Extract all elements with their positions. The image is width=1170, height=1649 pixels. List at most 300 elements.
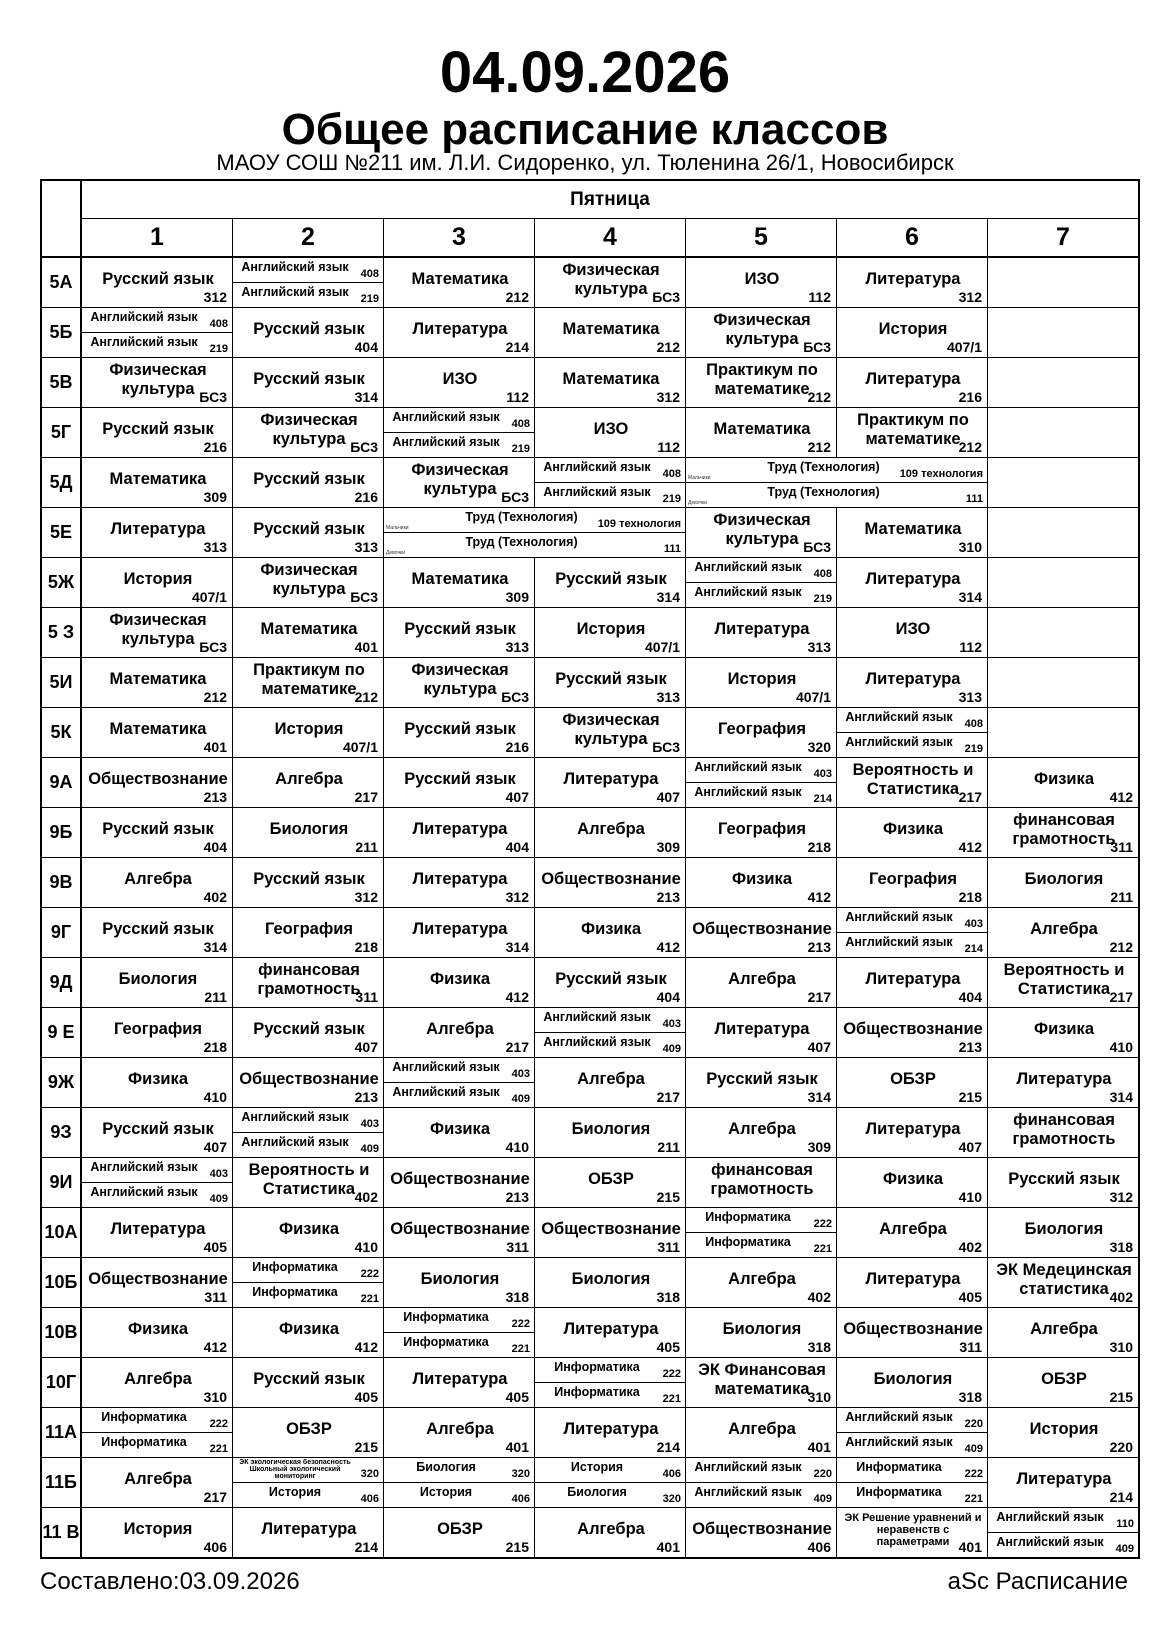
room-number: 314 — [807, 1089, 831, 1105]
lesson-cell — [837, 358, 988, 408]
room-number: 212 — [807, 439, 831, 455]
room-number: 403 — [813, 768, 832, 780]
lesson-cell — [686, 508, 837, 558]
group-lesson — [535, 1458, 685, 1483]
room-number: 313 — [807, 639, 831, 655]
subject-name: Биология — [873, 1370, 953, 1388]
subject-name: Математика — [411, 570, 509, 588]
subject-name: Литература — [714, 620, 810, 638]
class-row — [41, 658, 1139, 708]
lesson-content — [233, 1308, 383, 1357]
room-number: 211 — [204, 989, 227, 1005]
lesson-cell — [384, 458, 535, 508]
lesson-cell — [384, 1358, 535, 1408]
lesson-content — [535, 1158, 685, 1207]
lesson-cell — [233, 608, 384, 658]
room-number: 312 — [656, 389, 680, 405]
period-header: 6 — [837, 219, 988, 258]
room-number: 309 — [203, 489, 227, 505]
room-number: 221 — [511, 1343, 530, 1355]
subject-name: Труд (Технология) — [767, 485, 880, 499]
class-name: 9Г — [41, 908, 81, 958]
lesson-content — [686, 908, 836, 957]
period-header: 5 — [686, 219, 837, 258]
subject-name: Биология — [420, 1270, 500, 1288]
class-row — [41, 1358, 1139, 1408]
lesson-cell — [988, 508, 1140, 558]
subject-name: Русский язык — [102, 1120, 214, 1138]
group-lesson — [837, 1433, 987, 1457]
group-lesson — [686, 758, 836, 783]
lesson-content — [535, 708, 685, 757]
room-number: 410 — [203, 1089, 227, 1105]
room-number: 109 технология — [899, 468, 983, 480]
subject-name: Алгебра — [124, 1370, 192, 1388]
lesson-content — [233, 308, 383, 357]
lesson-cell — [686, 708, 837, 758]
lesson-content — [988, 358, 1138, 407]
lesson-content — [233, 658, 383, 707]
group-lesson — [837, 1458, 987, 1483]
room-number: 217 — [505, 1039, 529, 1055]
lesson-content — [988, 458, 1138, 507]
subject-name: Алгебра — [426, 1020, 494, 1038]
lesson-cell — [384, 1508, 535, 1559]
lesson-cell — [988, 1308, 1140, 1358]
lesson-cell — [686, 1508, 837, 1559]
lesson-cell — [384, 1008, 535, 1058]
lesson-cell — [384, 508, 686, 558]
lesson-content — [82, 658, 232, 707]
class-row — [41, 257, 1139, 308]
subject-name: Обществознание — [239, 1070, 379, 1088]
class-row — [41, 708, 1139, 758]
subject-name: Обществознание — [88, 1270, 228, 1288]
lesson-cell — [988, 658, 1140, 708]
lesson-cell — [233, 458, 384, 508]
subject-name: Русский язык — [555, 570, 667, 588]
class-name: 5Е — [41, 508, 81, 558]
room-number: 213 — [203, 789, 227, 805]
lesson-cell — [837, 1158, 988, 1208]
room-number: 409 — [511, 1093, 530, 1105]
subject-name: Математика — [109, 670, 207, 688]
room-number: 311 — [657, 1239, 680, 1255]
room-number: 215 — [1109, 1389, 1133, 1405]
lesson-content — [233, 1458, 383, 1507]
lesson-content — [82, 1058, 232, 1107]
room-number: 412 — [505, 989, 529, 1005]
room-number: 219 — [360, 293, 379, 305]
room-number: 407/1 — [191, 589, 227, 605]
room-number: 405 — [656, 1339, 680, 1355]
group-lesson — [837, 708, 987, 733]
lesson-content — [535, 558, 685, 607]
room-number: 312 — [354, 889, 378, 905]
group-label: Мальчики — [386, 525, 409, 531]
subject-name: Физика — [580, 920, 641, 938]
lesson-cell — [233, 1358, 384, 1408]
room-number: 221 — [209, 1443, 228, 1455]
subject-name: Литература — [110, 1220, 206, 1238]
subject-name: Биология — [567, 1485, 627, 1499]
class-name: 5И — [41, 658, 81, 708]
lesson-content — [686, 708, 836, 757]
subject-name: Обществознание — [692, 1520, 832, 1538]
subject-name: Информатика — [101, 1410, 187, 1424]
lesson-cell — [535, 1358, 686, 1408]
subject-name: Вероятность и Статистика — [248, 1160, 370, 1198]
lesson-cell — [686, 908, 837, 958]
subject-name: Английский язык — [694, 585, 802, 599]
subject-name: Английский язык — [694, 1485, 802, 1499]
lesson-content — [384, 658, 534, 707]
subject-name: Русский язык — [102, 820, 214, 838]
lesson-cell — [988, 708, 1140, 758]
room-number: 112 — [959, 639, 982, 655]
lesson-content — [837, 358, 987, 407]
lesson-cell — [233, 308, 384, 358]
lesson-cell — [988, 1008, 1140, 1058]
subject-name: История — [123, 1520, 193, 1538]
subject-name: Английский язык — [543, 1035, 651, 1049]
subject-name: Физика — [278, 1220, 339, 1238]
room-number: 412 — [1109, 789, 1133, 805]
lesson-cell — [535, 1058, 686, 1108]
subject-name: Литература — [261, 1520, 357, 1538]
lesson-content — [82, 1258, 232, 1307]
subject-name: Физическая культура — [260, 560, 358, 598]
room-number: 407 — [807, 1039, 831, 1055]
lesson-cell — [535, 858, 686, 908]
room-number: 312 — [203, 289, 227, 305]
room-number: 112 — [657, 439, 680, 455]
subject-name: Обществознание — [843, 1320, 983, 1338]
subject-name: История — [878, 320, 948, 338]
lesson-content — [82, 1358, 232, 1407]
subject-name: ЭК Финансовая математика — [698, 1360, 826, 1398]
subject-name: Английский язык — [996, 1510, 1104, 1524]
lesson-content — [686, 508, 836, 557]
lesson-cell — [535, 358, 686, 408]
lesson-content — [82, 1458, 232, 1507]
class-row — [41, 958, 1139, 1008]
lesson-content — [535, 808, 685, 857]
group-lesson — [686, 1233, 836, 1257]
group-lesson — [233, 258, 383, 283]
subject-name: Алгебра — [1030, 1320, 1098, 1338]
subject-name: Английский язык — [845, 910, 953, 924]
subject-name: Литература — [1016, 1470, 1112, 1488]
subject-name: ИЗО — [744, 270, 780, 288]
lesson-content — [686, 858, 836, 907]
lesson-content — [82, 1408, 232, 1457]
lesson-content — [837, 1108, 987, 1157]
room-number: 409 — [964, 1443, 983, 1455]
room-number: 404 — [203, 839, 227, 855]
lesson-cell — [233, 808, 384, 858]
room-number: 310 — [1109, 1339, 1133, 1355]
room-number: 403 — [360, 1118, 379, 1130]
room-number: 407 — [505, 789, 529, 805]
group-lesson — [233, 1108, 383, 1133]
subject-name: Литература — [714, 1020, 810, 1038]
lesson-cell — [837, 257, 988, 308]
room-number: 314 — [354, 389, 378, 405]
room-number: 219 — [209, 343, 228, 355]
class-row — [41, 508, 1139, 558]
class-name: 5Д — [41, 458, 81, 508]
lesson-cell — [384, 1208, 535, 1258]
room-number: 311 — [506, 1239, 529, 1255]
subject-name: Русский язык — [253, 1370, 365, 1388]
lesson-cell — [988, 608, 1140, 658]
lesson-cell — [988, 257, 1140, 308]
room-number: 407 — [203, 1139, 227, 1155]
lesson-cell — [686, 1008, 837, 1058]
subject-name: Русский язык — [102, 270, 214, 288]
subject-name: Информатика — [554, 1360, 640, 1374]
subject-name: Русский язык — [1008, 1170, 1120, 1188]
subject-name: Литература — [865, 370, 961, 388]
room-number: 406 — [203, 1539, 227, 1555]
class-row — [41, 408, 1139, 458]
lesson-cell — [535, 458, 686, 508]
room-number: 320 — [807, 739, 831, 755]
subject-name: Информатика — [705, 1210, 791, 1224]
room-number: 401 — [958, 1539, 982, 1555]
lesson-content — [384, 458, 534, 507]
lesson-cell — [535, 708, 686, 758]
lesson-content — [686, 358, 836, 407]
lesson-content — [233, 1158, 383, 1207]
group-lesson — [686, 1483, 836, 1507]
group-lesson — [535, 483, 685, 507]
subject-name: Практикум по математике — [253, 660, 365, 698]
lesson-content — [837, 808, 987, 857]
room-number: 213 — [807, 939, 831, 955]
room-number: 402 — [203, 889, 227, 905]
subject-name: Английский язык — [694, 760, 802, 774]
group-lesson — [233, 1258, 383, 1283]
subject-name: Английский язык — [241, 1135, 349, 1149]
lesson-cell — [535, 958, 686, 1008]
lesson-cell — [81, 608, 233, 658]
class-row — [41, 558, 1139, 608]
lesson-content — [82, 1108, 232, 1157]
subject-name: Информатика — [252, 1260, 338, 1274]
room-number: 410 — [505, 1139, 529, 1155]
class-row — [41, 308, 1139, 358]
group-label: Мальчики — [688, 475, 711, 481]
lesson-cell — [988, 558, 1140, 608]
subject-name: ОБЗР — [890, 1070, 936, 1088]
lesson-cell — [233, 257, 384, 308]
class-row — [41, 1458, 1139, 1508]
lesson-cell — [535, 1308, 686, 1358]
lesson-cell — [384, 408, 535, 458]
subject-name: Русский язык — [555, 670, 667, 688]
class-row — [41, 1408, 1139, 1458]
lesson-cell — [837, 608, 988, 658]
group-label: Девочки — [688, 500, 708, 506]
subject-name: Физическая культура — [411, 460, 509, 498]
lesson-cell — [384, 658, 535, 708]
lesson-content — [837, 1408, 987, 1457]
room-number: 407/1 — [644, 639, 680, 655]
subject-name: Литература — [865, 270, 961, 288]
lesson-cell — [233, 1408, 384, 1458]
lesson-content — [988, 808, 1138, 857]
room-number: 313 — [656, 689, 680, 705]
lesson-cell — [535, 658, 686, 708]
lesson-cell — [233, 1058, 384, 1108]
lesson-content — [233, 508, 383, 557]
subject-name: финансовая грамотность — [710, 1160, 814, 1198]
lesson-content — [988, 1258, 1138, 1307]
lesson-content — [535, 858, 685, 907]
subject-name: Вероятность и Статистика — [1003, 960, 1125, 998]
lesson-cell — [384, 958, 535, 1008]
lesson-content — [988, 1208, 1138, 1257]
lesson-content — [988, 758, 1138, 807]
lesson-cell — [988, 958, 1140, 1008]
lesson-content — [686, 308, 836, 357]
subject-name: Английский язык — [845, 1435, 953, 1449]
room-number: 407 — [958, 1139, 982, 1155]
room-number: БС3 — [350, 589, 378, 605]
group-lesson — [384, 508, 685, 533]
subject-name: Биология — [1024, 870, 1104, 888]
room-number: 111 — [663, 543, 681, 555]
subject-name: Физическая культура — [713, 510, 811, 548]
subject-name: Английский язык — [241, 260, 349, 274]
room-number: 211 — [657, 1139, 680, 1155]
subject-name: Алгебра — [728, 1420, 796, 1438]
group-lesson — [384, 1483, 534, 1507]
subject-name: Информатика — [403, 1335, 489, 1349]
subject-name: Информатика — [856, 1460, 942, 1474]
lesson-cell — [988, 758, 1140, 808]
subject-name: Литература — [865, 1270, 961, 1288]
lesson-content — [686, 1358, 836, 1407]
room-number: 222 — [360, 1268, 379, 1280]
room-number: 407 — [656, 789, 680, 805]
room-number: 403 — [511, 1068, 530, 1080]
subject-name: Физическая культура — [411, 660, 509, 698]
room-number: 407 — [354, 1039, 378, 1055]
subject-name: Английский язык — [996, 1535, 1104, 1549]
subject-name: Русский язык — [253, 520, 365, 538]
lesson-content — [233, 1008, 383, 1057]
room-number: 318 — [1109, 1239, 1133, 1255]
room-number: 401 — [505, 1439, 529, 1455]
lesson-cell — [686, 1208, 837, 1258]
lesson-cell — [686, 1458, 837, 1508]
subject-name: Информатика — [705, 1235, 791, 1249]
class-row — [41, 1008, 1139, 1058]
lesson-content — [988, 258, 1138, 307]
lesson-cell — [837, 858, 988, 908]
subject-name: Литература — [412, 870, 508, 888]
room-number: 404 — [354, 339, 378, 355]
room-number: 412 — [203, 1339, 227, 1355]
group-lesson — [686, 583, 836, 607]
group-lesson — [384, 1083, 534, 1107]
room-number: 314 — [656, 589, 680, 605]
subject-name: Английский язык — [845, 1410, 953, 1424]
lesson-content — [988, 408, 1138, 457]
room-number: 312 — [505, 889, 529, 905]
lesson-content — [384, 908, 534, 957]
subject-name: Литература — [412, 1370, 508, 1388]
room-number: 406 — [662, 1468, 681, 1480]
lesson-content — [535, 408, 685, 457]
lesson-cell — [81, 1408, 233, 1458]
subject-name: ИЗО — [593, 420, 629, 438]
subject-name: Информатика — [101, 1435, 187, 1449]
lesson-content — [233, 1208, 383, 1257]
lesson-cell — [837, 308, 988, 358]
subject-name: Английский язык — [90, 310, 198, 324]
lesson-content — [384, 1258, 534, 1307]
subject-name: Биология — [571, 1120, 651, 1138]
schedule-date: 04.09.2026 — [439, 40, 731, 105]
room-number: 312 — [958, 289, 982, 305]
lesson-content — [233, 1508, 383, 1557]
corner-cell — [41, 180, 81, 257]
room-number: 314 — [1109, 1089, 1133, 1105]
lesson-cell — [535, 1258, 686, 1308]
room-number: 412 — [354, 1339, 378, 1355]
room-number: 406 — [807, 1539, 831, 1555]
lesson-content — [384, 958, 534, 1007]
lesson-cell — [384, 608, 535, 658]
room-number: 212 — [1109, 939, 1133, 955]
lesson-content — [535, 1508, 685, 1557]
subject-name: ЭК Решение уравнений и неравенств с параметрами — [844, 1511, 982, 1548]
lesson-cell — [988, 1358, 1140, 1408]
lesson-content — [686, 1458, 836, 1507]
room-number: 402 — [807, 1289, 831, 1305]
lesson-cell — [81, 1358, 233, 1408]
group-lesson — [233, 1458, 383, 1483]
room-number: 412 — [656, 939, 680, 955]
room-number: 213 — [505, 1189, 529, 1205]
lesson-cell — [686, 408, 837, 458]
subject-name: Английский язык — [694, 785, 802, 799]
subject-name: Физика — [429, 970, 490, 988]
timetable-body — [41, 257, 1139, 1558]
room-number: БС3 — [652, 289, 680, 305]
subject-name: Литература — [563, 1420, 659, 1438]
lesson-content — [686, 1308, 836, 1357]
lesson-cell — [988, 1058, 1140, 1108]
lesson-cell — [837, 1358, 988, 1408]
lesson-cell — [837, 958, 988, 1008]
lesson-content — [82, 1508, 232, 1557]
lesson-cell — [837, 708, 988, 758]
room-number: 403 — [209, 1168, 228, 1180]
subject-name: География — [717, 820, 807, 838]
lesson-content — [988, 558, 1138, 607]
subject-name: Информатика — [403, 1310, 489, 1324]
lesson-cell — [384, 558, 535, 608]
lesson-content — [988, 1008, 1138, 1057]
lesson-cell — [233, 708, 384, 758]
class-name: 5Г — [41, 408, 81, 458]
room-number: 320 — [360, 1468, 379, 1480]
